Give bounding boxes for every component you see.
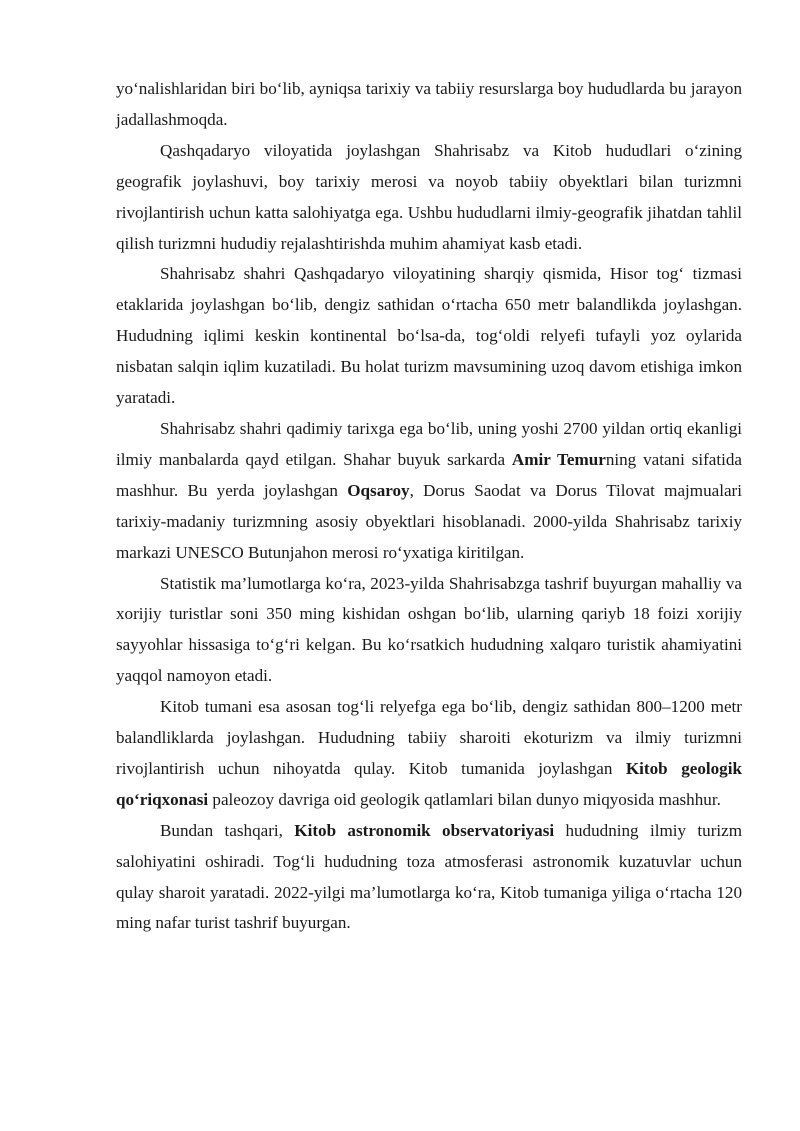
text-run: yo‘nalishlaridan biri bo‘lib, ayniqsa tarixiy va tabiiy resurslarga boy hududlarda bu jarayon jadallashmoqda. bbox=[116, 79, 742, 129]
paragraph bbox=[116, 692, 742, 816]
text-run: Bundan tashqari, bbox=[160, 820, 295, 840]
text-run: ning vatani sifatida mashhur. Bu yerda joylashgan bbox=[116, 449, 743, 500]
paragraph bbox=[116, 816, 742, 940]
bold-text: Oqsaroy bbox=[347, 480, 410, 500]
text-run: Shahrisabz shahri Qashqadaryo viloyatining sharqiy qismida, Hisor tog‘ tizmasi etaklarida joylashgan bo‘lib, dengiz sathidan o‘rtacha 650 metr balandlikda joylashgan. Hududning iqlimi keskin kontinental bo‘lsa-da, tog‘oldi relyefi tufayli yoz oylarida nisbatan salqin iqlim kuzatiladi. Bu holat turizm mavsumining uzoq davom etishiga imkon yaratadi. bbox=[116, 264, 742, 408]
text-run: Shahrisabz shahri qadimiy tarixga ega bo‘lib, uning yoshi 2700 yildan ortiq ekanligi ilmiy manbalarda qayd etilgan. Shahar buyuk sarkarda bbox=[116, 418, 742, 469]
text-run: paleozoy davriga oid geologik qatlamlari bilan dunyo miqyosida mashhur. bbox=[208, 789, 721, 809]
text-run: Statistik ma’lumotlarga ko‘ra, 2023-yilda Shahrisabzga tashrif buyurgan mahalliy va xorijiy turistlar soni 350 ming kishidan oshgan bo‘lib, ularning qariyb 18 foizi xorijiy sayyohlar hissasiga to‘g‘ri kelgan. Bu ko‘rsatkich hududning xalqaro turistik ahamiyatini yaqqol namoyon etadi. bbox=[116, 573, 742, 686]
paragraph bbox=[116, 414, 742, 569]
text-run: , Dorus Saodat va Dorus Tilovat majmualari tarixiy-madaniy turizmning asosiy obyektlari hisoblanadi. 2000-yilda Shahrisabz tarixiy markazi UNESCO Butunjahon merosi ro‘yxatiga kiritilgan. bbox=[116, 480, 742, 562]
document-page bbox=[116, 74, 742, 939]
bold-text: Amir Temur bbox=[511, 449, 606, 469]
text-run: Qashqadaryo viloyatida joylashgan Shahrisabz va Kitob hududlari o‘zining geografik joylashuvi, boy tarixiy merosi va noyob tabiiy obyektlari bilan turizmni rivojlantirish uchun katta salohiyatga ega. Ushbu hududlarni ilmiy-geografik jihatdan tahlil qilish turizmni hududiy rejalashtirishda muhim ahamiyat kasb etadi. bbox=[116, 140, 742, 253]
bold-text: Kitob geologik qo‘riqxonasi bbox=[116, 758, 742, 809]
paragraph bbox=[116, 259, 742, 414]
text-run: Kitob tumani esa asosan tog‘li relyefga ega bo‘lib, dengiz sathidan 800–1200 metr balandliklarda joylashgan. Hududning tabiiy sharoiti ekoturizm va ilmiy turizmni rivojlantirish uchun nihoyatda qulay. Kitob tumanida joylashgan bbox=[116, 697, 742, 778]
text-run: hududning ilmiy turizm salohiyatini oshiradi. Tog‘li hududning toza atmosferasi astronomik kuzatuvlar uchun qulay sharoit yaratadi. 2022-yilgi ma’lumotlarga ko‘ra, Kitob tumaniga yiliga o‘rtacha 120 ming nafar turist tashrif buyurgan. bbox=[116, 820, 743, 933]
paragraph bbox=[116, 569, 742, 693]
paragraph bbox=[116, 136, 742, 260]
bold-text: Kitob astronomik observatoriyasi bbox=[294, 820, 555, 840]
paragraph bbox=[116, 74, 742, 136]
